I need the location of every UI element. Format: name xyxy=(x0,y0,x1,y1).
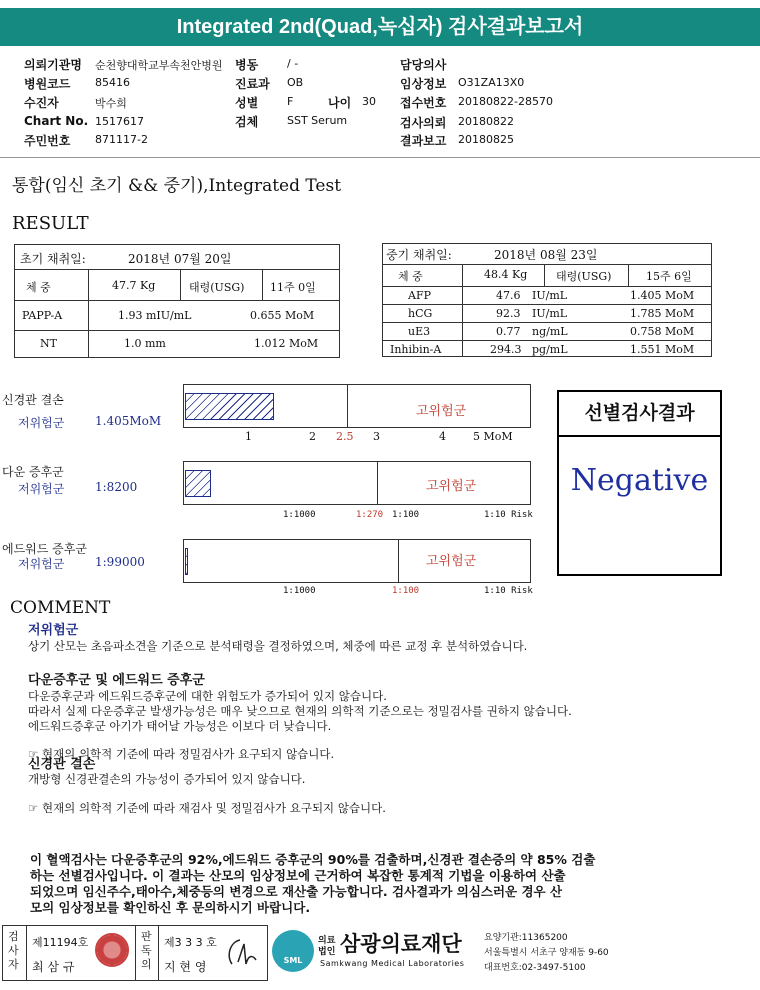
summary-line: 모의 임상정보를 확인하신 후 문의하시기 바랍니다. xyxy=(30,900,311,915)
tick-label-cutoff: 1:100 xyxy=(392,586,420,596)
low-risk-heading: 저위험군 xyxy=(28,623,79,638)
tick-label: 1:1000 xyxy=(283,510,316,520)
examiner-name: 최 삼 규 xyxy=(32,960,75,974)
first-row-name: NT xyxy=(40,337,57,350)
second-row-value: 47.6 xyxy=(496,289,521,302)
tick-label: 1 xyxy=(245,430,252,443)
risk-cutoff-line xyxy=(398,539,399,583)
age-value: 30 xyxy=(362,95,376,108)
first-ga: 11주 0일 xyxy=(270,281,316,294)
hospital-code-label: 병원코드 xyxy=(24,77,71,91)
ward-value: / - xyxy=(287,57,299,70)
second-row-unit: pg/mL xyxy=(532,343,568,356)
result-title: RESULT xyxy=(12,213,89,234)
seal-icon xyxy=(95,933,129,967)
second-row-value: 0.77 xyxy=(496,325,521,338)
institution-label: 의뢰기관명 xyxy=(24,58,82,72)
report-label: 결과보고 xyxy=(400,134,447,148)
second-date-label: 중기 채취일: xyxy=(386,248,452,262)
tick-label-cutoff: 1:270 xyxy=(356,510,384,520)
summary-line: 이 혈액검사는 다운증후군의 92%,에드워드 증후군의 90%를 검출하며,신경관 결손증의 약 85% 검출 xyxy=(30,852,596,867)
first-weight-label: 체 중 xyxy=(26,281,51,294)
first-ga-label: 태령(USG) xyxy=(189,281,245,294)
signature-icon xyxy=(222,934,262,970)
risk-level: 저위험군 xyxy=(18,416,65,430)
institution-code: 요양기관:11365200 xyxy=(484,933,568,943)
first-date-label: 초기 채취일: xyxy=(20,252,86,266)
receipt-label: 접수번호 xyxy=(400,96,447,110)
chart-label: Chart No. xyxy=(24,114,89,128)
tick-label: 4 xyxy=(439,430,446,443)
screening-result-box xyxy=(557,390,722,576)
second-weight: 48.4 Kg xyxy=(484,268,528,281)
screening-result: Negative xyxy=(570,463,709,498)
second-row-mom: 1.405 MoM xyxy=(630,289,695,302)
tick-label: 5 MoM xyxy=(473,430,513,443)
sml-logo-icon: SML xyxy=(272,930,314,972)
logo-top: 의료 xyxy=(318,936,336,946)
reviewer-no: 제3 3 3 호 xyxy=(164,936,217,949)
ward-label: 병동 xyxy=(235,58,259,72)
second-weight-label: 체 중 xyxy=(398,270,423,283)
down-heading: 다운증후군 및 에드워드 증후군 xyxy=(28,673,205,688)
risk-high-label: 고위험군 xyxy=(416,404,467,419)
logo-bottom: 법인 xyxy=(318,947,336,957)
clinical-label: 임상정보 xyxy=(400,77,447,91)
second-row-name: uE3 xyxy=(408,325,431,338)
second-row-unit: ng/mL xyxy=(532,325,568,338)
specimen-label: 검체 xyxy=(235,115,259,129)
second-ga-label: 태령(USG) xyxy=(556,270,612,283)
age-label: 나이 xyxy=(328,96,352,110)
tick-label: 2 xyxy=(309,430,316,443)
risk-cutoff-line xyxy=(377,461,378,505)
risk-bar-frame xyxy=(183,461,531,505)
risk-bar-fill xyxy=(185,470,211,497)
doctor-label: 담당의사 xyxy=(400,58,447,72)
first-row-name: PAPP-A xyxy=(22,309,63,322)
risk-level: 저위험군 xyxy=(18,482,65,496)
request-value: 20180822 xyxy=(458,115,514,128)
institution-value: 순천향대학교부속천안병원 xyxy=(95,59,223,72)
second-row-name: hCG xyxy=(408,307,433,320)
sex-label: 성별 xyxy=(235,96,259,110)
company-name: 삼광의료재단 xyxy=(340,932,462,956)
risk-bar-frame xyxy=(183,539,531,583)
tick-label: 3 xyxy=(373,430,380,443)
risk-cutoff-line xyxy=(347,384,348,428)
risk-level: 저위험군 xyxy=(18,557,65,571)
second-date: 2018년 08월 23일 xyxy=(494,248,598,262)
risk-name: 다운 증후군 xyxy=(2,465,64,479)
down-line: 에드워드증후군 아기가 태어날 가능성은 이보다 더 낮습니다. xyxy=(28,719,332,733)
second-row-mom: 0.758 MoM xyxy=(630,325,695,338)
examiner-no: 제11194호 xyxy=(32,936,89,949)
reviewer-label: 판독의 xyxy=(141,930,152,971)
second-row-name: Inhibin-A xyxy=(390,343,442,356)
section-title: 통합(임신 초기 && 중기),Integrated Test xyxy=(12,176,342,196)
chart-value: 1517617 xyxy=(95,115,144,128)
second-row-unit: IU/mL xyxy=(532,289,568,302)
first-row-mom: 1.012 MoM xyxy=(254,337,319,350)
risk-result: 1:99000 xyxy=(95,555,145,569)
tick-label: 1:10 Risk xyxy=(484,510,533,520)
ntd-heading: 신경관 결손 xyxy=(28,757,96,772)
down-line: 따라서 실제 다운증후군 발생가능성은 매우 낮으므로 현재의 의학적 기준으로는 정밀검사를 권하지 않습니다. xyxy=(28,704,572,718)
screening-title: 선별검사결과 xyxy=(559,392,720,437)
risk-result: 1.405MoM xyxy=(95,414,162,428)
second-row-mom: 1.785 MoM xyxy=(630,307,695,320)
summary-line: 되었으며 임신주수,태아수,체중등의 변경으로 재산출 가능합니다. 검사결과가 의심스러운 경우 산 xyxy=(30,884,563,899)
examiner-label: 검사자 xyxy=(8,930,19,971)
report-title: Integrated 2nd(Quad,녹십자) 검사결과보고서 xyxy=(0,8,760,46)
report-value: 20180825 xyxy=(458,133,514,146)
dept-value: OB xyxy=(287,76,304,89)
header-divider xyxy=(0,157,760,158)
second-row-value: 294.3 xyxy=(490,343,522,356)
risk-name: 에드워드 증후군 xyxy=(2,542,87,556)
risk-bar-fill xyxy=(185,548,188,575)
hospital-code-value: 85416 xyxy=(95,76,130,89)
down-note: ☞ 현재의 의학적 기준에 따라 정밀검사가 요구되지 않습니다. xyxy=(28,747,335,761)
phone: 대표번호:02-3497-5100 xyxy=(484,963,586,973)
second-row-name: AFP xyxy=(408,289,431,302)
risk-high-label: 고위험군 xyxy=(426,479,477,494)
comment-title: COMMENT xyxy=(10,598,111,618)
tick-label: 1:10 Risk xyxy=(484,586,533,596)
patient-label: 수진자 xyxy=(24,96,59,110)
low-risk-text: 상기 산모는 초음파소견을 기준으로 분석태령을 결정하였으며, 체중에 따른 교정 후 분석하였습니다. xyxy=(28,639,528,653)
request-label: 검사의뢰 xyxy=(400,116,447,130)
receipt-value: 20180822-28570 xyxy=(458,95,553,108)
second-row-value: 92.3 xyxy=(496,307,521,320)
second-row-unit: IU/mL xyxy=(532,307,568,320)
down-line: 다운증후군과 에드워드증후군에 대한 위험도가 증가되어 있지 않습니다. xyxy=(28,689,387,703)
specimen-value: SST Serum xyxy=(287,114,348,127)
tick-label: 1:100 xyxy=(392,510,420,520)
summary-line: 하는 선별검사입니다. 이 결과는 산모의 임상정보에 근거하여 복잡한 통계적 기법을 이용하여 산출 xyxy=(30,868,566,883)
company-en: Samkwang Medical Laboratories xyxy=(320,959,465,968)
reviewer-name: 지 현 영 xyxy=(164,960,207,974)
resident-label: 주민번호 xyxy=(24,134,71,148)
first-row-mom: 0.655 MoM xyxy=(250,309,315,322)
first-weight: 47.7 Kg xyxy=(112,279,156,292)
risk-name: 신경관 결손 xyxy=(2,393,64,407)
tick-label-cutoff: 2.5 xyxy=(336,430,354,443)
first-row-value: 1.0 mm xyxy=(124,337,166,350)
patient-value: 박수희 xyxy=(95,97,127,110)
address: 서울특별시 서초구 양재동 9-60 xyxy=(484,948,609,958)
dept-label: 진료과 xyxy=(235,77,270,91)
first-date: 2018년 07월 20일 xyxy=(128,252,232,266)
second-ga: 15주 6일 xyxy=(646,270,692,283)
risk-high-label: 고위험군 xyxy=(426,554,477,569)
ntd-note: ☞ 현재의 의학적 기준에 따라 재검사 및 정밀검사가 요구되지 않습니다. xyxy=(28,801,386,815)
ntd-line: 개방형 신경관결손의 가능성이 증가되어 있지 않습니다. xyxy=(28,772,306,786)
first-row-value: 1.93 mIU/mL xyxy=(118,309,192,322)
clinical-value: O31ZA13X0 xyxy=(458,76,525,89)
sex-value: F xyxy=(287,95,294,108)
resident-value: 871117-2 xyxy=(95,133,148,146)
risk-bar-fill xyxy=(185,393,274,420)
tick-label: 1:1000 xyxy=(283,586,316,596)
risk-result: 1:8200 xyxy=(95,480,138,494)
second-row-mom: 1.551 MoM xyxy=(630,343,695,356)
